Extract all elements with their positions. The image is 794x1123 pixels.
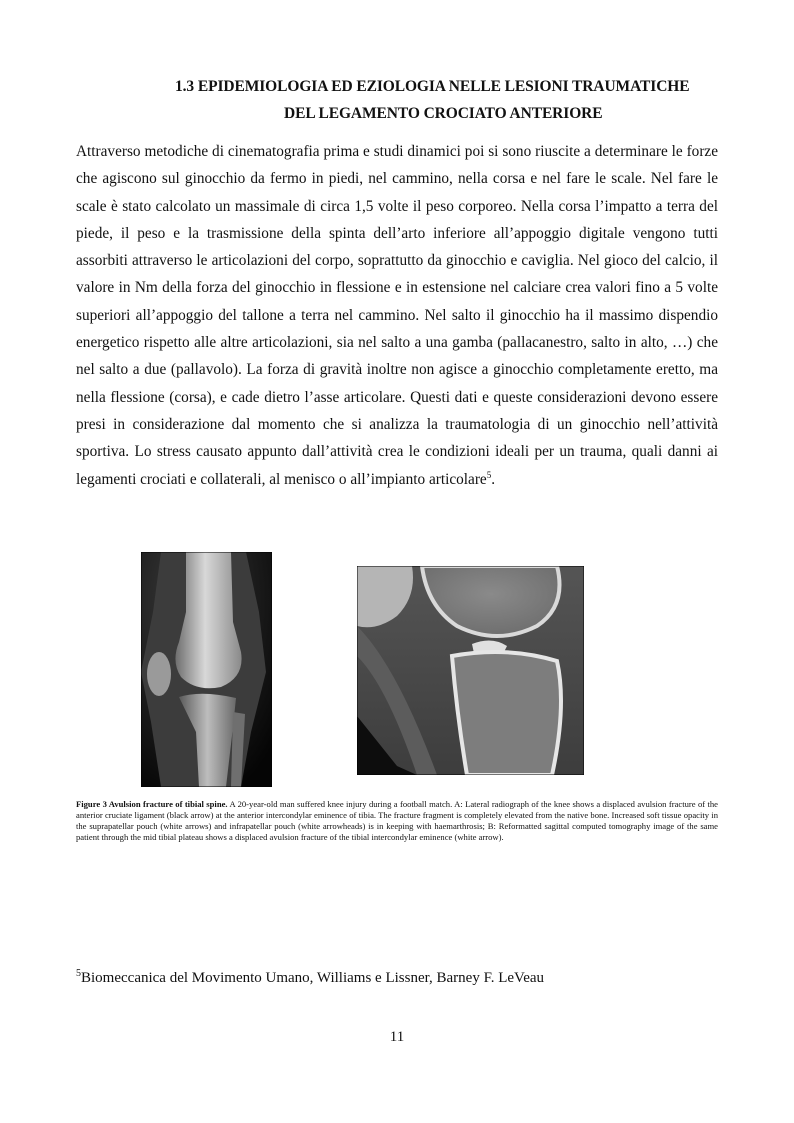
footnote-reference[interactable]: 5 [486,469,492,480]
figure-caption-label: Figure 3 Avulsion fracture of tibial spine. [76,799,228,809]
footnote-number: 5 [76,968,81,979]
xray-knee-lateral-image [141,552,272,787]
section-heading-line-1: 1.3 EPIDEMIOLOGIA ED EZIOLOGIA NELLE LESIONI TRAUMATICHE [175,78,690,95]
figure-caption [76,799,718,843]
footnote-text: Biomeccanica del Movimento Umano, Williams e Lissner, Barney F. LeVeau [81,970,545,986]
footnote [76,968,544,987]
paragraph-text: Attraverso metodiche di cinematografia prima e studi dinamici poi si sono riuscite a determinare le forze che agiscono sul ginocchio da fermo in piedi, nel cammino, nella corsa e nel fare le scale. Nel fare le scale è stato calcolato un massimale di circa 1,5 volte il peso corporeo. Nella corsa l’impatto a terra del piede, il peso e la trasmissione della spinta dell’arto inferiore all’appoggio digitale vengono tutti assorbiti attraverso le articolazioni del corpo, soprattutto da ginocchio e caviglia. Nel gioco del calcio, il valore in Nm della forza del ginocchio in flessione e in estensione nel calciare crea valori fino a 5 volte superiori all’appoggio del tallone a terra nel cammino. Nel salto il ginocchio ha il massimo dispendio energetico rispetto alle altre articolazioni, sia nel salto a una gamba (pallacanestro, salto in alto, …) che nel salto a due (pallavolo). La forza di gravità inoltre non agisce a ginocchio completamente eretto, ma nella flessione (corsa), e cade dietro l’asse articolare. Questi dati e queste considerazioni devono essere presi in considerazione dal momento che si analizza la traumatologia di un ginocchio nell’attività sportiva. Lo stress causato appunto dall’attività crea le condizioni ideali per un trauma, quali danni ai legamenti crociati e collaterali, al menisco o all’impianto articolare [76,143,718,488]
ct-sagittal-tibial-plateau-image [357,566,584,775]
body-paragraph [76,138,718,493]
figure-caption-text: A 20-year-old man suffered knee injury during a football match. A: Lateral radiograph of the knee shows a displaced avulsion fracture of the anterior cruciate ligament (black arrow) at the anterior intercondylar eminence of tibia. The fracture fragment is completely elevated from the native bone. Increased soft tissue opacity in the suprapatellar pouch (white arrows) and infrapatellar pouch (white arrowheads) is in keeping with haemarthrosis; B: Reformatted sagittal computed tomography image of the same patient through the mid tibial plateau shows a displaced avulsion fracture of the tibial intercondylar eminence (white arrow). [76,799,718,842]
paragraph-end: . [491,470,496,488]
page-number: 11 [389,1029,405,1045]
section-heading-line-2: DEL LEGAMENTO CROCIATO ANTERIORE [284,105,603,122]
